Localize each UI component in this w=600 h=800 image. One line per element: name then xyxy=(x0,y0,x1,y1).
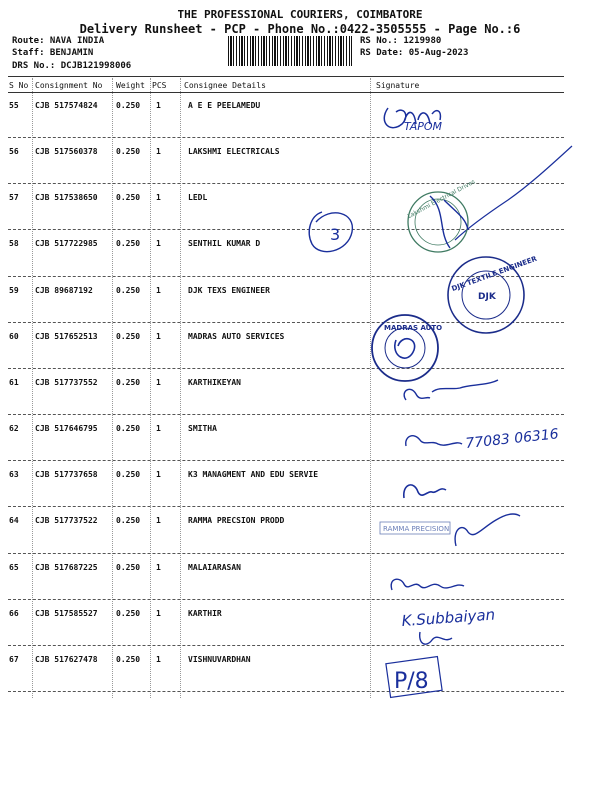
staff-label: Staff: BENJAMIN xyxy=(12,48,94,58)
cell-consignment: CJB 517560378 xyxy=(35,147,98,157)
col-weight: Weight xyxy=(116,81,145,90)
cell-consignee: KARTHIKEYAN xyxy=(188,377,241,387)
signature-66-text: K.Subbaiyan xyxy=(401,605,496,630)
cell-consignment: CJB 517652513 xyxy=(35,331,98,341)
cell-consignee: KARTHIR xyxy=(188,608,222,618)
stamp-djk-center: DJK xyxy=(478,292,496,302)
cell-pcs: 1 xyxy=(156,654,161,664)
cell-sno: 59 xyxy=(9,285,19,295)
cell-pcs: 1 xyxy=(156,147,161,157)
col-consignment: Consignment No xyxy=(35,81,103,90)
cell-weight: 0.250 xyxy=(116,424,141,434)
cell-consignee: SMITHA xyxy=(188,424,217,434)
row-separator xyxy=(8,414,564,415)
col-signature: Signature xyxy=(376,81,420,90)
table-row xyxy=(0,602,600,648)
cell-pcs: 1 xyxy=(156,562,161,572)
cell-weight: 0.250 xyxy=(116,285,141,295)
stamp-ramma-text: RAMMA PRECISION xyxy=(383,525,450,533)
table-row xyxy=(0,417,600,463)
drs-number: DRS No.: DCJB121998006 xyxy=(12,61,132,71)
runsheet-title: Delivery Runsheet - PCP - Phone No.:0422-3505555 - Page No.:6 xyxy=(79,22,521,36)
table-row xyxy=(0,140,600,186)
col-pcs: PCS xyxy=(152,81,167,90)
cell-consignment: CJB 517574824 xyxy=(35,101,98,110)
row-separator xyxy=(8,599,564,600)
cell-sno: 64 xyxy=(9,516,19,526)
cell-weight: 0.250 xyxy=(116,516,141,526)
cell-consignment: CJB 517585527 xyxy=(35,608,98,618)
cell-consignee: MALAIARASAN xyxy=(188,562,241,572)
cell-pcs: 1 xyxy=(156,516,161,526)
cell-consignee: SENTHIL KUMAR D xyxy=(188,239,261,249)
cell-sno: 60 xyxy=(9,331,19,341)
signature-58-text: 3 xyxy=(330,225,341,244)
cell-weight: 0.250 xyxy=(116,562,141,572)
rs-date: RS Date: 05-Aug-2023 xyxy=(360,48,469,58)
table-row xyxy=(0,325,600,371)
company-name: THE PROFESSIONAL COURIERS, COIMBATORE xyxy=(177,8,423,21)
cell-pcs: 1 xyxy=(156,331,161,341)
cell-consignment: CJB 517737522 xyxy=(35,516,98,526)
route-label: Route: NAVA INDIA xyxy=(12,36,105,46)
row-separator xyxy=(8,691,564,692)
header-bottom-rule xyxy=(8,92,564,93)
cell-sno: 61 xyxy=(9,377,19,387)
cell-pcs: 1 xyxy=(156,377,161,387)
table-header xyxy=(0,78,600,92)
cell-consignment: CJB 517627478 xyxy=(35,654,98,664)
row-separator xyxy=(8,229,564,230)
row-separator xyxy=(8,553,564,554)
cell-pcs: 1 xyxy=(156,424,161,434)
cell-consignment: CJB 89687192 xyxy=(35,285,93,295)
cell-consignee: MADRAS AUTO SERVICES xyxy=(188,331,285,341)
cell-sno: 62 xyxy=(9,424,19,434)
cell-consignment: CJB 517737658 xyxy=(35,470,98,480)
stamp-madras-text: MADRAS AUTO xyxy=(384,324,443,332)
barcode xyxy=(228,36,352,66)
cell-sno: 56 xyxy=(9,147,19,157)
cell-weight: 0.250 xyxy=(116,654,141,664)
cell-weight: 0.250 xyxy=(116,101,141,110)
table-row xyxy=(0,186,600,232)
cell-consignee: LEDL xyxy=(188,193,208,203)
cell-consignee: K3 MANAGMENT AND EDU SERVIE xyxy=(188,470,319,480)
cell-consignment: CJB 517646795 xyxy=(35,424,98,434)
cell-weight: 0.250 xyxy=(116,377,141,387)
cell-sno: 65 xyxy=(9,562,19,572)
cell-pcs: 1 xyxy=(156,239,161,249)
stamp-djk-text: DJK TEXTILE ENGINEER xyxy=(450,254,539,294)
cell-consignee: VISHNUVARDHAN xyxy=(188,654,251,664)
cell-weight: 0.250 xyxy=(116,147,141,157)
cell-pcs: 1 xyxy=(156,470,161,480)
signature-62-text: 77083 06316 xyxy=(464,426,560,452)
row-separator xyxy=(8,645,564,646)
rs-number: RS No.: 1219980 xyxy=(360,36,442,46)
cell-consignee: A E E PEELAMEDU xyxy=(188,101,261,110)
row-separator xyxy=(8,137,564,138)
row-separator xyxy=(8,460,564,461)
table-row xyxy=(0,556,600,602)
cell-weight: 0.250 xyxy=(116,331,141,341)
row-separator xyxy=(8,506,564,507)
signature-55-text: TAPOM xyxy=(404,120,443,133)
row-separator xyxy=(8,322,564,323)
cell-consignee: DJK TEXS ENGINEER xyxy=(188,285,270,295)
cell-sno: 57 xyxy=(9,193,19,203)
cell-sno: 67 xyxy=(9,654,19,664)
table-row xyxy=(0,279,600,325)
cell-pcs: 1 xyxy=(156,101,161,110)
table-row xyxy=(0,371,600,417)
cell-consignment: CJB 517722985 xyxy=(35,239,98,249)
cell-pcs: 1 xyxy=(156,608,161,618)
cell-consignee: LAKSHMI ELECTRICALS xyxy=(188,147,280,157)
cell-pcs: 1 xyxy=(156,285,161,295)
row-separator xyxy=(8,276,564,277)
cell-consignee: RAMMA PRECSION PRODD xyxy=(188,516,285,526)
table-row xyxy=(0,648,600,694)
cell-pcs: 1 xyxy=(156,193,161,203)
table-row xyxy=(0,463,600,509)
cell-weight: 0.250 xyxy=(116,608,141,618)
table-row xyxy=(0,509,600,555)
col-consignee: Consignee Details xyxy=(184,81,266,90)
row-separator xyxy=(8,183,564,184)
cell-consignment: CJB 517737552 xyxy=(35,377,98,387)
table-row xyxy=(0,94,600,140)
cell-consignment: CJB 517538650 xyxy=(35,193,98,203)
row-separator xyxy=(8,368,564,369)
signature-67-text: P/8 xyxy=(394,669,429,694)
cell-consignment: CJB 517687225 xyxy=(35,562,98,572)
stamp-lakshmi-text: Lakshmi Electrical Drives xyxy=(406,178,477,221)
cell-weight: 0.250 xyxy=(116,470,141,480)
table-row xyxy=(0,232,600,278)
cell-weight: 0.250 xyxy=(116,239,141,249)
col-sno: S No xyxy=(9,81,29,90)
cell-weight: 0.250 xyxy=(116,193,141,203)
cell-sno: 55 xyxy=(9,101,19,110)
header-top-rule xyxy=(8,76,564,77)
cell-sno: 63 xyxy=(9,470,19,480)
cell-sno: 66 xyxy=(9,608,19,618)
cell-sno: 58 xyxy=(9,239,19,249)
